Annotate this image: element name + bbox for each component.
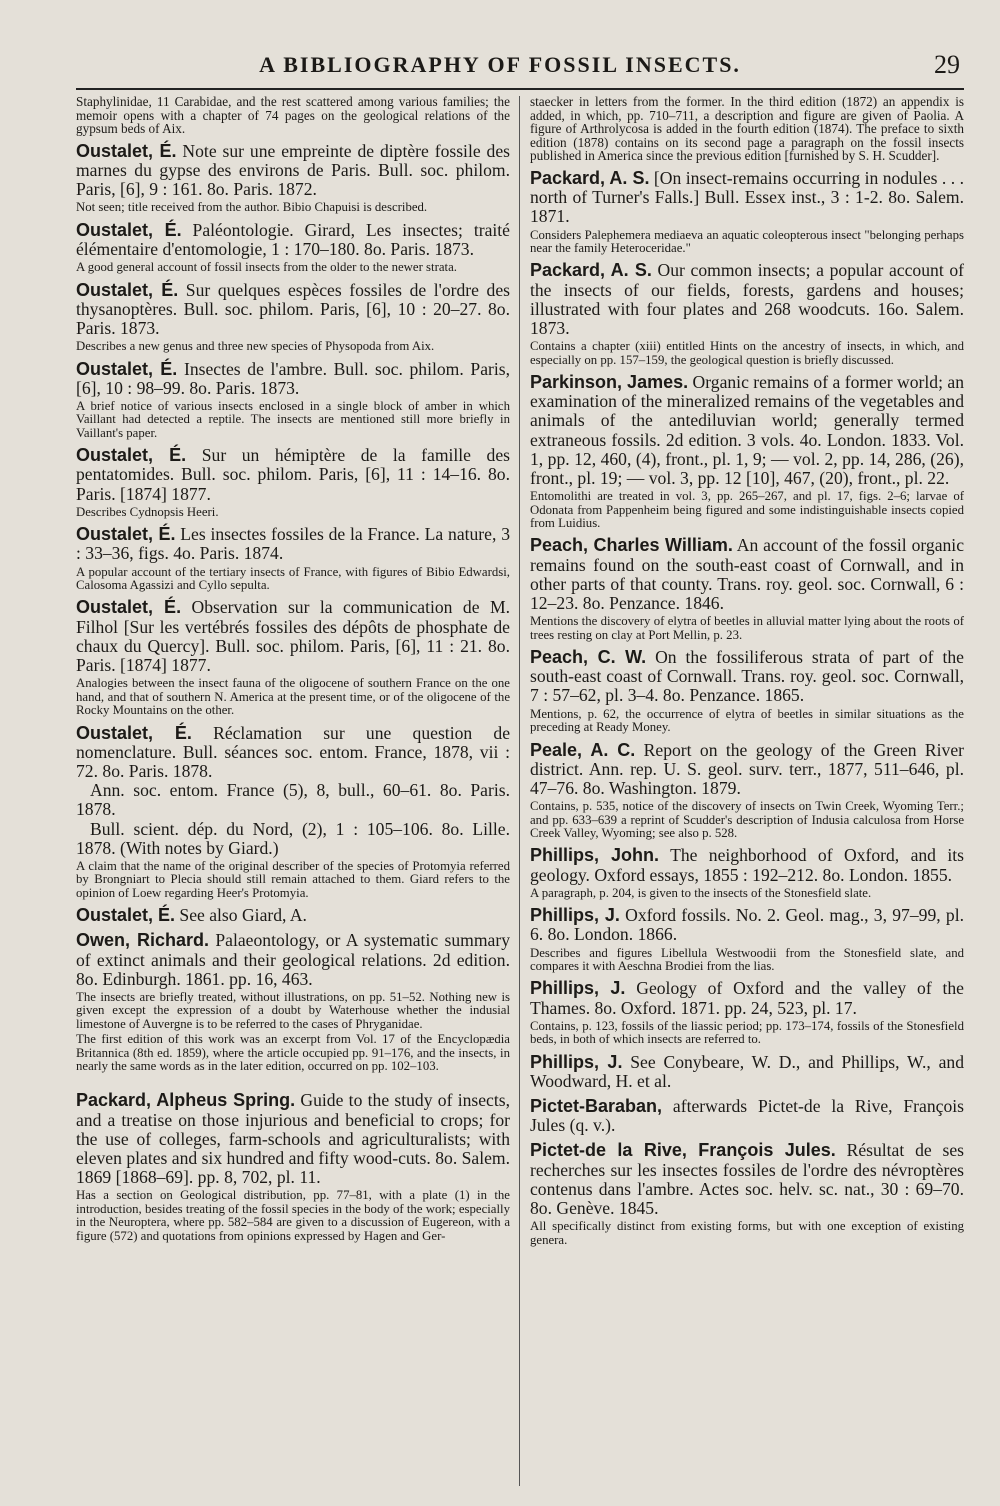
entry-citation <box>530 741 964 799</box>
entry-title: Observation sur la communication de M. Filhol [Sur les vertébrés fossiles des dépôts de phosphate de chaux du Quercy]. Bull. soc. philom. Paris, [6], 11 : 21. 8o. Paris. [1874] 1877. <box>76 597 510 676</box>
entry-title: Guide to the study of insects, and a treatise on those injurious and beneficial to crops; for the use of colleges, farm-schools and agriculturalists; with eleven plates and six hundred and fifty wood-cuts. 8o. Salem. 1869 [1868–69]. pp. 8, 702, pl. 11. <box>76 1090 510 1188</box>
entry-note: All specifically distinct from existing forms, but with one exception of existing genera. <box>530 1219 964 1247</box>
bibliography-entry <box>76 446 510 519</box>
entry-note: Describes Cydnopsis Heeri. <box>76 504 219 519</box>
bibliography-entry <box>530 261 964 367</box>
entry-title: Insectes de l'ambre. Bull. soc. philom. Paris, [6], 10 : 98–99. 8o. Paris. 1873. <box>76 358 510 398</box>
entry-note: Mentions the discovery of elytra of beetles in alluvial matter lying about the roots of trees resting on clay at Port Mellin, p. 23. <box>530 614 964 642</box>
entry-citation <box>76 221 510 259</box>
bibliography-entry <box>530 1097 964 1135</box>
entry-author: Phillips, J. <box>530 1051 623 1072</box>
entry-note: Mentions, p. 62, the occurrence of elytra of beetles in similar situations as the preceding at Ready Money. <box>530 706 964 735</box>
entry-title: Note sur une empreinte de diptère fossile des marnes du gypse des environs de Paris. Bull. soc. philom. Paris, [6], 9 : 161. 8o. Paris. 1872. <box>76 140 510 200</box>
entry-title: An account of the fossil organic remains found on the south-east coast of Cornwall, and in other parts of that county. Trans. roy. geol. soc. Cornwall, 6 : 12–23. 8o. Penzance. 1846. <box>530 535 965 614</box>
entry-note: A brief notice of various insects enclosed in a single block of amber in which Vaillant had detected a reptile. The insects are mentioned still more briefly in Vaillant's paper. <box>76 399 510 440</box>
header-title: A BIBLIOGRAPHY OF FOSSIL INSECTS. <box>259 52 741 77</box>
entry-title: Les insectes fossiles de la France. La nature, 3 : 33–36, figs. 4o. Paris. 1874. <box>76 524 510 564</box>
entry-citation <box>76 446 510 504</box>
bibliography-entry <box>76 525 510 592</box>
entry-citation <box>530 1053 964 1091</box>
entry-title: See Conybeare, W. D., and Phillips, W., and Woodward, H. et al. <box>530 1051 964 1091</box>
entry-note: Contains, p. 535, notice of the discovery of insects on Twin Creek, Wyoming Terr.; and pp. 633–639 a reprint of Scudder's description of Indusia calculosa from Horse Creek Valley, Wyoming; see also p. 528. <box>530 799 964 840</box>
bibliography-entry <box>530 373 964 530</box>
entry-note: A paragraph, p. 204, is given to the insects of the Stonesfield slate. <box>530 885 872 900</box>
continued-note: staecker in letters from the former. In the third edition (1872) an appendix is added, in which, pp. 710–711, a description and figure are given of Paolia. A figure of Arthrolycosa is added in the fourth edition (1874). The preface to sixth edition (1878) contains on its second page a paragraph on the fossil insects published in America since the previous edition [furnished by S. H. Scudder]. <box>530 94 964 164</box>
entry-note: A good general account of fossil insects from the older to the newer strata. <box>76 260 457 275</box>
entry-note: Entomolithi are treated in vol. 3, pp. 265–267, and pl. 17, figs. 2–6; larvae of Odonata from Pappenheim being figured and some indistinguishable insects copied from Luidius. <box>530 489 964 531</box>
entry-author: Oustalet, É. <box>76 140 177 161</box>
entry-citation <box>76 360 510 398</box>
page-number: 29 <box>934 50 960 79</box>
right-entries <box>530 169 964 1247</box>
entry-title: afterwards Pictet-de la Rive, François Jules (q. v.). <box>530 1095 964 1136</box>
entry-citation <box>530 979 964 1017</box>
entry-author: Oustalet, É. <box>76 279 179 300</box>
entry-citation <box>530 169 964 227</box>
entry-title: On the fossiliferous strata of part of the south-east coast of Cornwall. Trans. roy. geol. soc. Cornwall, 7 : 57–62, pl. 3–4. 8o. Penzance. 1865. <box>530 647 964 706</box>
entry-note: The first edition of this work was an excerpt from Vol. 17 of the Encyclopædia Britannica (8th ed. 1859), where the article occupied pp. 91–176, and the insects, in nearly the same words as in the later edition, occurred on pp. 102–103. <box>76 1032 510 1073</box>
entry-note: Has a section on Geological distribution, pp. 77–81, with a plate (1) in the introduction, besides treating of the fossil species in the body of the work; especially in the Neuroptera, where pp. 582–584 are given to a discussion of Eugereon, with a figure (572) and quotations from opinions expressed by Hagen and Ger- <box>76 1188 510 1243</box>
entry-title: The neighborhood of Oxford, and its geology. Oxford essays, 1855 : 192–212. 8o. London. 1855. <box>530 845 964 885</box>
header-rule <box>76 88 964 90</box>
entry-author: Owen, Richard. <box>76 930 210 951</box>
entry-author: Oustalet, É. <box>76 524 176 545</box>
entry-author: Phillips, J. <box>530 905 620 926</box>
entry-citation <box>76 1091 510 1187</box>
entry-author: Oustalet, É. <box>76 219 182 240</box>
bibliography-entry <box>530 906 964 973</box>
entry-author: Packard, A. S. <box>530 167 650 188</box>
entry-title: Réclamation sur une question de nomenclature. Bull. séances soc. entom. France, 1878, vii : 72. 8o. Paris. 1878. <box>76 722 510 781</box>
entry-title: Sur quelques espèces fossiles de l'ordre des thysanoptères. Bull. soc. philom. Paris, [6], 10 : 20–27. 8o. Paris. 1873. <box>76 279 511 339</box>
entry-author: Phillips, John. <box>530 845 659 866</box>
entry-author: Peach, Charles William. <box>530 535 733 556</box>
entry-note: Contains, p. 123, fossils of the liassic period; pp. 173–174, fossils of the Stonesfield beds, in both of which insects are referred to. <box>530 1018 964 1047</box>
bibliography-entry <box>76 724 510 901</box>
entry-note: The insects are briefly treated, without illustrations, on pp. 51–52. Nothing new is given except the expression of a doubt by Waterhouse whether the indusial limestone of Auvergne is to be referred to the cases of Phryganidae. <box>76 989 510 1031</box>
entry-note: Considers Palephemera mediaeva an aquatic coleopterous insect "belonging perhaps near the family Heteroceridae." <box>530 227 964 255</box>
entry-citation <box>530 648 964 706</box>
entry-citation <box>76 724 510 782</box>
entry-citation <box>530 536 964 613</box>
entry-author: Packard, Alpheus Spring. <box>76 1090 296 1111</box>
entry-citation <box>530 1097 964 1135</box>
entry-note: Contains a chapter (xiii) entitled Hints on the ancestry of insects, in which, and especially on pp. 157–159, the geological question is briefly discussed. <box>530 339 964 367</box>
entry-author: Peach, C. W. <box>530 647 647 668</box>
bibliography-entry <box>530 169 964 255</box>
entry-title: Organic remains of a former world; an examination of the mineralized remains of the vegetables and animals of the antediluvian world; generally termed extraneous fossils. 2d edition. 3 vols. 4o. London. 1833. Vol. 1, pp. 12, 460, (4), front., pl. 1, 9; — vol. 2, pp. 14, 286, (26), front., pl. 19; — vol. 3, pp. 12 [10], 467, (20), front., pl. 22. <box>530 372 964 489</box>
left-column <box>76 95 510 1249</box>
entry-note: Analogies between the insect fauna of the oligocene of southern France on the one hand, and that of southern N. America at the present time, or of the oligocene of the Rocky Mountains on the other. <box>76 676 510 718</box>
left-entries <box>76 142 510 1243</box>
bibliography-entry <box>530 1141 964 1247</box>
entry-author: Oustalet, É. <box>76 722 192 743</box>
entry-citation <box>530 1141 964 1218</box>
bibliography-entry <box>76 1091 510 1243</box>
bibliography-entry <box>76 360 510 441</box>
bibliography-entry <box>530 1053 964 1091</box>
entry-title: Sur un hémiptère de la famille des pentatomides. Bull. soc. philom. Paris, [6], 11 : 14–16. 8o. Paris. [1874] 1877. <box>76 445 510 504</box>
entry-author: Phillips, J. <box>530 978 626 999</box>
entry-citation <box>76 598 510 675</box>
entry-author: Oustalet, É. <box>76 597 182 618</box>
entry-author: Pictet-Baraban, <box>530 1095 663 1116</box>
entry-citation <box>530 261 964 338</box>
entry-title: Report on the geology of the Green River district. Ann. rep. U. S. geol. surv. terr., 1877, 511–646, pl. 47–76. 8o. Washington. 1879. <box>530 739 965 798</box>
bibliography-entry <box>76 281 510 354</box>
entry-author: Parkinson, James. <box>530 372 689 393</box>
entry-title: [On insect-remains occurring in nodules . . . north of Turner's Falls.] Bull. Essex inst., 3 : 1-2. 8o. Salem. 1871. <box>530 167 964 227</box>
continued-note: Staphylinidae, 11 Carabidae, and the rest scattered among various families; the memoir opens with a chapter of 74 pages on the geological relations of the gypsum beds of Aix. <box>76 94 510 137</box>
entry-author: Pictet-de la Rive, François Jules. <box>530 1140 836 1161</box>
entry-title: Geology of Oxford and the valley of the Thames. 8o. Oxford. 1871. pp. 24, 523, pl. 17. <box>530 978 964 1018</box>
entry-title: Palaeontology, or A systematic summary of extinct animals and their geological relations. 2d edition. 8o. Edinburgh. 1861. pp. 16, 463. <box>76 930 510 989</box>
entry-note: A claim that the name of the original describer of the species of Protomyia referred by Brongniart to Plecia should still remain attached to them. Giard refers to the opinion of Loew regarding Heer's Protomyia. <box>76 858 510 900</box>
entry-additional-citation: Bull. scient. dép. du Nord, (2), 1 : 105–106. 8o. Lille. 1878. (With notes by Giard.) <box>76 818 510 858</box>
entry-author: Oustalet, É. <box>76 905 176 926</box>
entry-citation <box>530 373 964 488</box>
entry-citation <box>530 846 964 884</box>
entry-citation <box>76 525 510 563</box>
right-column <box>530 95 964 1253</box>
entry-title: See also Giard, A. <box>175 905 307 926</box>
entry-citation <box>76 931 510 989</box>
entry-author: Packard, A. S. <box>530 260 652 281</box>
bibliography-entry <box>76 931 510 1073</box>
bibliography-entry <box>530 536 964 642</box>
entry-citation <box>76 281 510 339</box>
bibliography-entry <box>76 906 510 925</box>
entry-title: Oxford fossils. No. 2. Geol. mag., 3, 97–99, pl. 6. 8o. London. 1866. <box>530 905 964 945</box>
entry-note: Describes and figures Libellula Westwoodii from the Stonesfield slate, and compares it with Aeschna Brodiei from the lias. <box>530 945 964 973</box>
entry-citation <box>76 906 510 925</box>
entry-note: A popular account of the tertiary insects of France, with figures of Bibio Edwardsi, Calosoma Agassizi and Cyllo sepulta. <box>76 564 510 593</box>
running-header <box>0 52 1000 86</box>
entry-citation <box>530 906 964 944</box>
entry-author: Peale, A. C. <box>530 739 636 760</box>
bibliography-entry <box>76 142 510 215</box>
bibliography-entry <box>530 979 964 1046</box>
entry-title: Résultat de ses recherches sur les insectes fossiles de l'ordre des névroptères contenus dans l'ambre. Actes soc. helv. sc. nat., 30 : 69–70. 8o. Genève. 1845. <box>530 1140 964 1218</box>
entry-title: Our common insects; a popular account of the insects of our fields, forests, gardens and houses; illustrated with four plates and 268 woodcuts. 16o. Salem. 1873. <box>530 260 964 338</box>
bibliography-entry <box>530 846 964 900</box>
entry-title: Paléontologie. Girard, Les insectes; traité élémentaire d'entomologie, 1 : 170–180. 8o. Paris. 1873. <box>76 219 510 259</box>
entry-author: Oustalet, É. <box>76 445 187 466</box>
entry-additional-citation: Ann. soc. entom. France (5), 8, bull., 60–61. 8o. Paris. 1878. <box>76 780 510 820</box>
bibliography-entry <box>530 741 964 841</box>
entry-author: Oustalet, É. <box>76 358 178 379</box>
entry-citation <box>76 142 510 200</box>
bibliography-entry <box>530 648 964 734</box>
entry-note: Describes a new genus and three new species of Physopoda from Aix. <box>76 339 435 354</box>
entry-note: Not seen; title received from the author. Bibio Chapuisi is described. <box>76 200 428 215</box>
bibliography-entry <box>76 221 510 275</box>
bibliography-entry <box>76 598 510 717</box>
column-divider <box>519 96 520 1486</box>
